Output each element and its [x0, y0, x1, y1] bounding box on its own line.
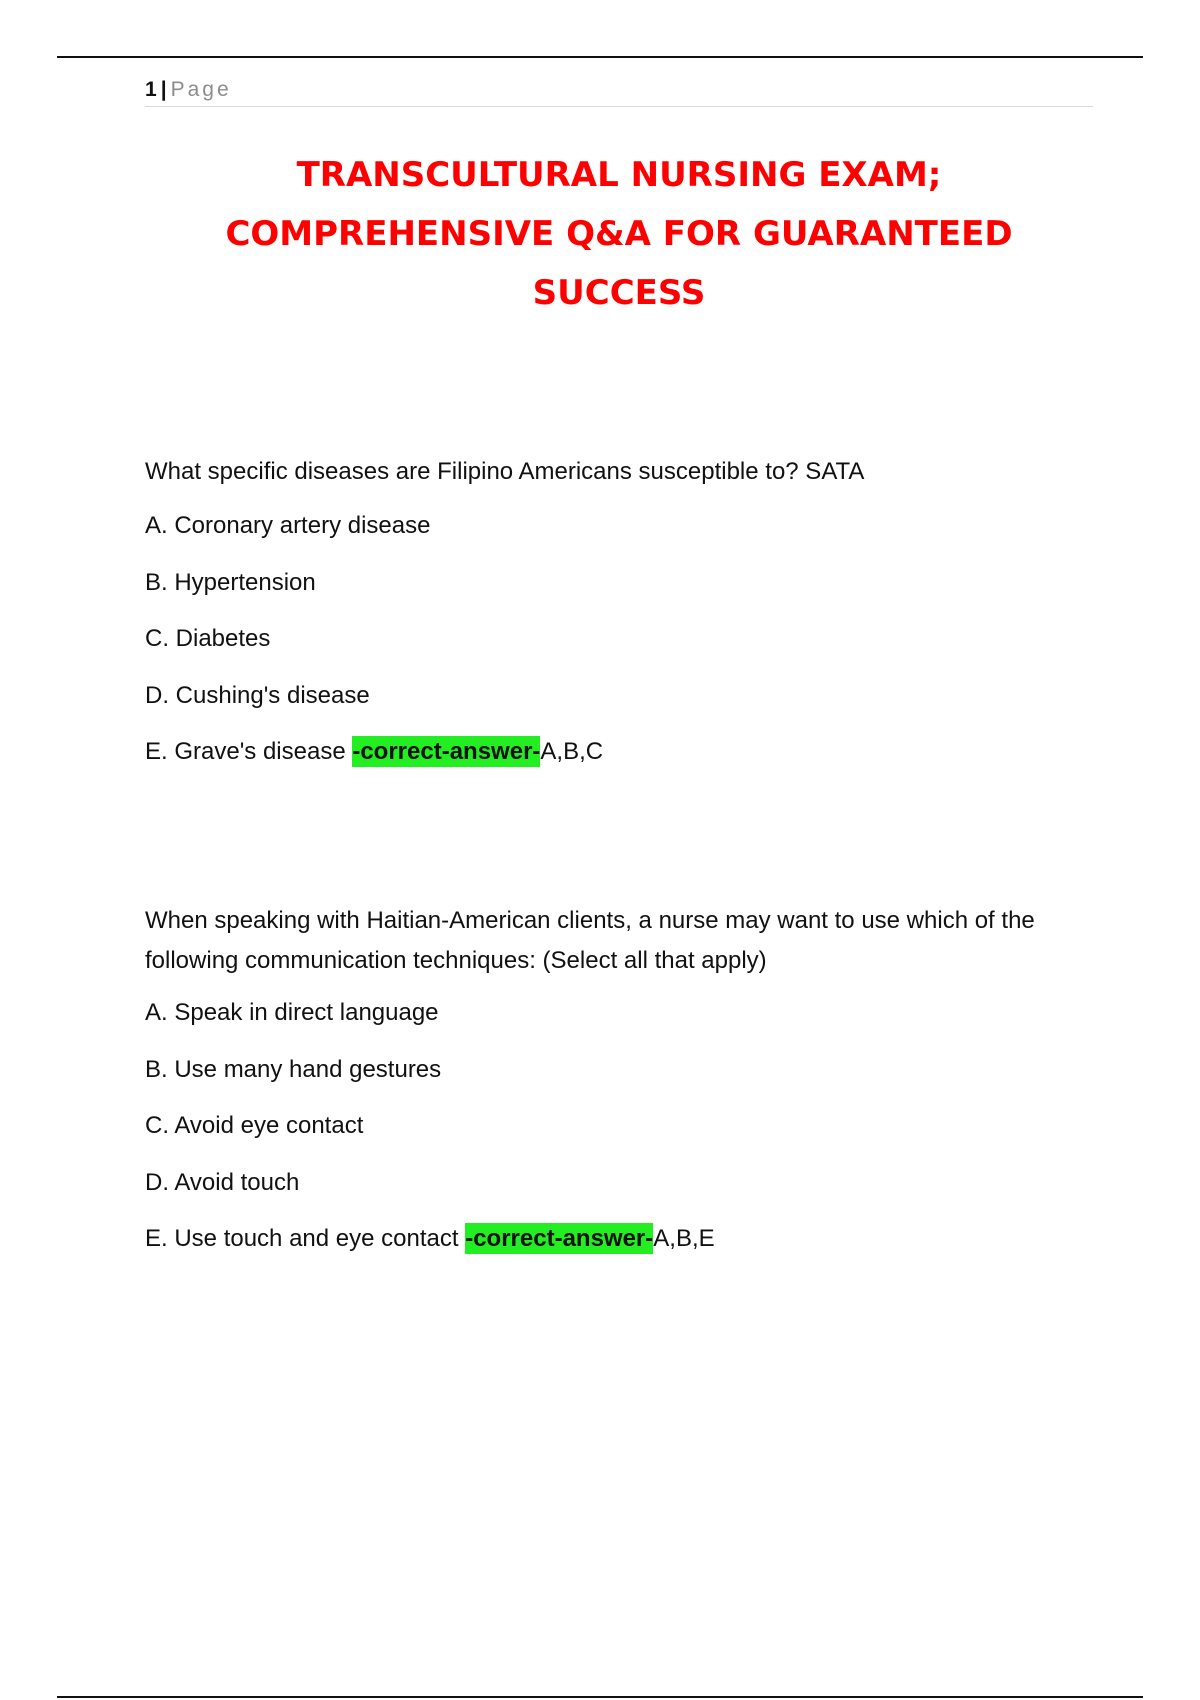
correct-answer-highlight: -correct-answer-	[465, 1225, 654, 1252]
page-header	[145, 76, 1093, 107]
title-line-1: TRANSCULTURAL NURSING EXAM;	[296, 155, 942, 195]
option-a: A. Speak in direct language	[145, 999, 439, 1026]
question-text: When speaking with Haitian-American clients, a nurse may want to use which of the following communication techniques: (Select all that apply)	[145, 907, 1035, 974]
page-label: Page	[170, 78, 232, 101]
bottom-border-rule	[57, 1696, 1143, 1698]
page-number: 1	[145, 78, 157, 101]
question-text: What specific diseases are Filipino Americans susceptible to? SATA	[145, 458, 865, 485]
question-1	[145, 452, 1075, 789]
option-c: C. Avoid eye contact	[145, 1112, 364, 1139]
option-e-text: E. Use touch and eye contact	[145, 1225, 466, 1252]
document-title	[145, 146, 1093, 323]
page-separator: |	[160, 78, 167, 101]
option-e	[145, 732, 1075, 772]
title-line-3: SUCCESS	[532, 273, 706, 313]
option-e	[145, 1219, 1075, 1259]
answer-value: A,B,C	[540, 738, 604, 765]
option-e-text: E. Grave's disease	[145, 738, 353, 765]
option-d: D. Avoid touch	[145, 1168, 300, 1196]
top-border-rule	[57, 56, 1143, 58]
option-b: B. Use many hand gestures	[145, 1055, 442, 1083]
option-list	[145, 993, 1075, 1259]
answer-value: A,B,E	[653, 1225, 715, 1252]
option-d: D. Cushing's disease	[145, 681, 370, 709]
option-b: B. Hypertension	[145, 568, 316, 596]
correct-answer-highlight: -correct-answer-	[352, 738, 541, 765]
title-line-2: COMPREHENSIVE Q&A FOR GUARANTEED	[225, 214, 1013, 254]
option-a: A. Coronary artery disease	[145, 512, 431, 539]
option-c: C. Diabetes	[145, 625, 271, 652]
option-list	[145, 506, 1075, 772]
question-2	[145, 901, 1075, 1276]
